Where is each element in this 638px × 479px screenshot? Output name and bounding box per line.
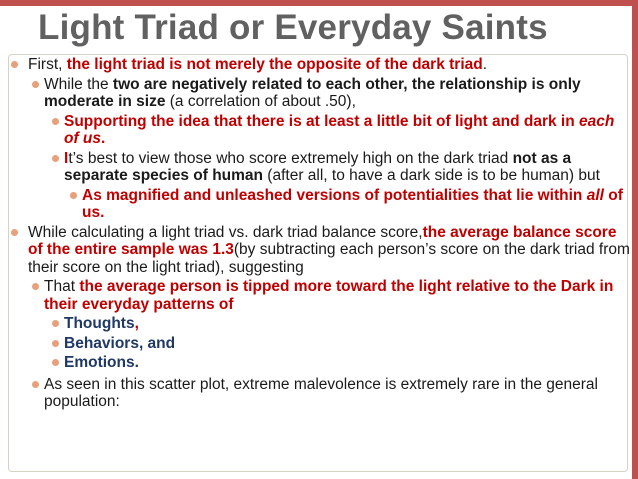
bullet-thoughts	[8, 315, 630, 333]
text: That	[44, 278, 80, 295]
text-emphasis: .	[101, 130, 106, 147]
text-blue: Thoughts	[64, 315, 135, 332]
bullet-first	[8, 56, 630, 74]
text-blue: Emotions.	[64, 354, 139, 371]
slide-right-border	[632, 0, 638, 479]
text: (by subtracting each person’s score on the dark triad from their score on the light triad), suggesting	[28, 241, 630, 276]
text-emphasis: I	[64, 149, 69, 167]
text-emphasis: the average person is tipped more toward the light relative to the Dark in their everyday patterns of	[44, 278, 614, 313]
text-emphasis: Supporting the idea that there is at least a little bit of light and dark in	[64, 112, 579, 130]
text: First,	[28, 56, 67, 73]
text-emphasis: the average balance score of the entire sample was 1.3	[28, 223, 617, 258]
text-emphasis: ,	[134, 315, 139, 332]
text-bold: not as a separate species of human	[64, 149, 572, 184]
bullet-balance-score	[8, 224, 630, 277]
bullet-dot-icon	[52, 118, 59, 125]
text: While calculating a light triad vs. dark triad balance score,	[28, 223, 423, 241]
bullet-behaviors	[8, 335, 630, 353]
bullet-dot-icon	[32, 81, 39, 88]
bullet-dot-icon	[32, 381, 39, 388]
bullet-dot-icon	[11, 61, 18, 68]
text-bold: two are negatively related to each other, the relationship is only moderate in size	[44, 75, 581, 110]
text-emphasis: As magnified and unleashed versions of potentialities that lie within	[82, 186, 587, 204]
bullet-dot-icon	[52, 359, 59, 366]
bullet-average-person	[8, 278, 630, 313]
bullet-dot-icon	[32, 283, 39, 290]
text-emphasis: the light triad is not merely the opposite of the dark triad	[66, 56, 483, 73]
bullet-emotions	[8, 354, 630, 372]
bullet-scatter-plot	[8, 376, 630, 411]
bullet-supporting-idea	[8, 113, 630, 148]
bullet-best-to-view	[8, 150, 630, 185]
bullet-magnified	[8, 187, 630, 222]
slide-title: Light Triad or Everyday Saints	[38, 8, 548, 47]
text-emphasis: of us.	[82, 186, 623, 221]
bullet-negatively-related	[8, 76, 630, 111]
bullet-dot-icon	[52, 155, 59, 162]
text-emphasis-italic: all	[586, 186, 604, 204]
text: (a correlation of about .50),	[165, 93, 356, 110]
slide-content	[8, 56, 630, 413]
text-emphasis-italic: each of us	[64, 112, 615, 147]
text: t’s best to view those who score extremely high on the dark triad	[68, 149, 513, 167]
text: While the	[44, 75, 113, 93]
bullet-dot-icon	[11, 229, 18, 236]
text-blue: Behaviors, and	[64, 334, 176, 352]
text: As seen in this scatter plot, extreme malevolence is extremely rare in the general population:	[44, 375, 598, 410]
bullet-dot-icon	[70, 192, 77, 199]
bullet-dot-icon	[52, 340, 59, 347]
bullet-dot-icon	[52, 320, 59, 327]
text: .	[482, 56, 488, 73]
slide-top-border	[0, 0, 638, 6]
text: (after all, to have a dark side is to be human) but	[263, 167, 600, 184]
